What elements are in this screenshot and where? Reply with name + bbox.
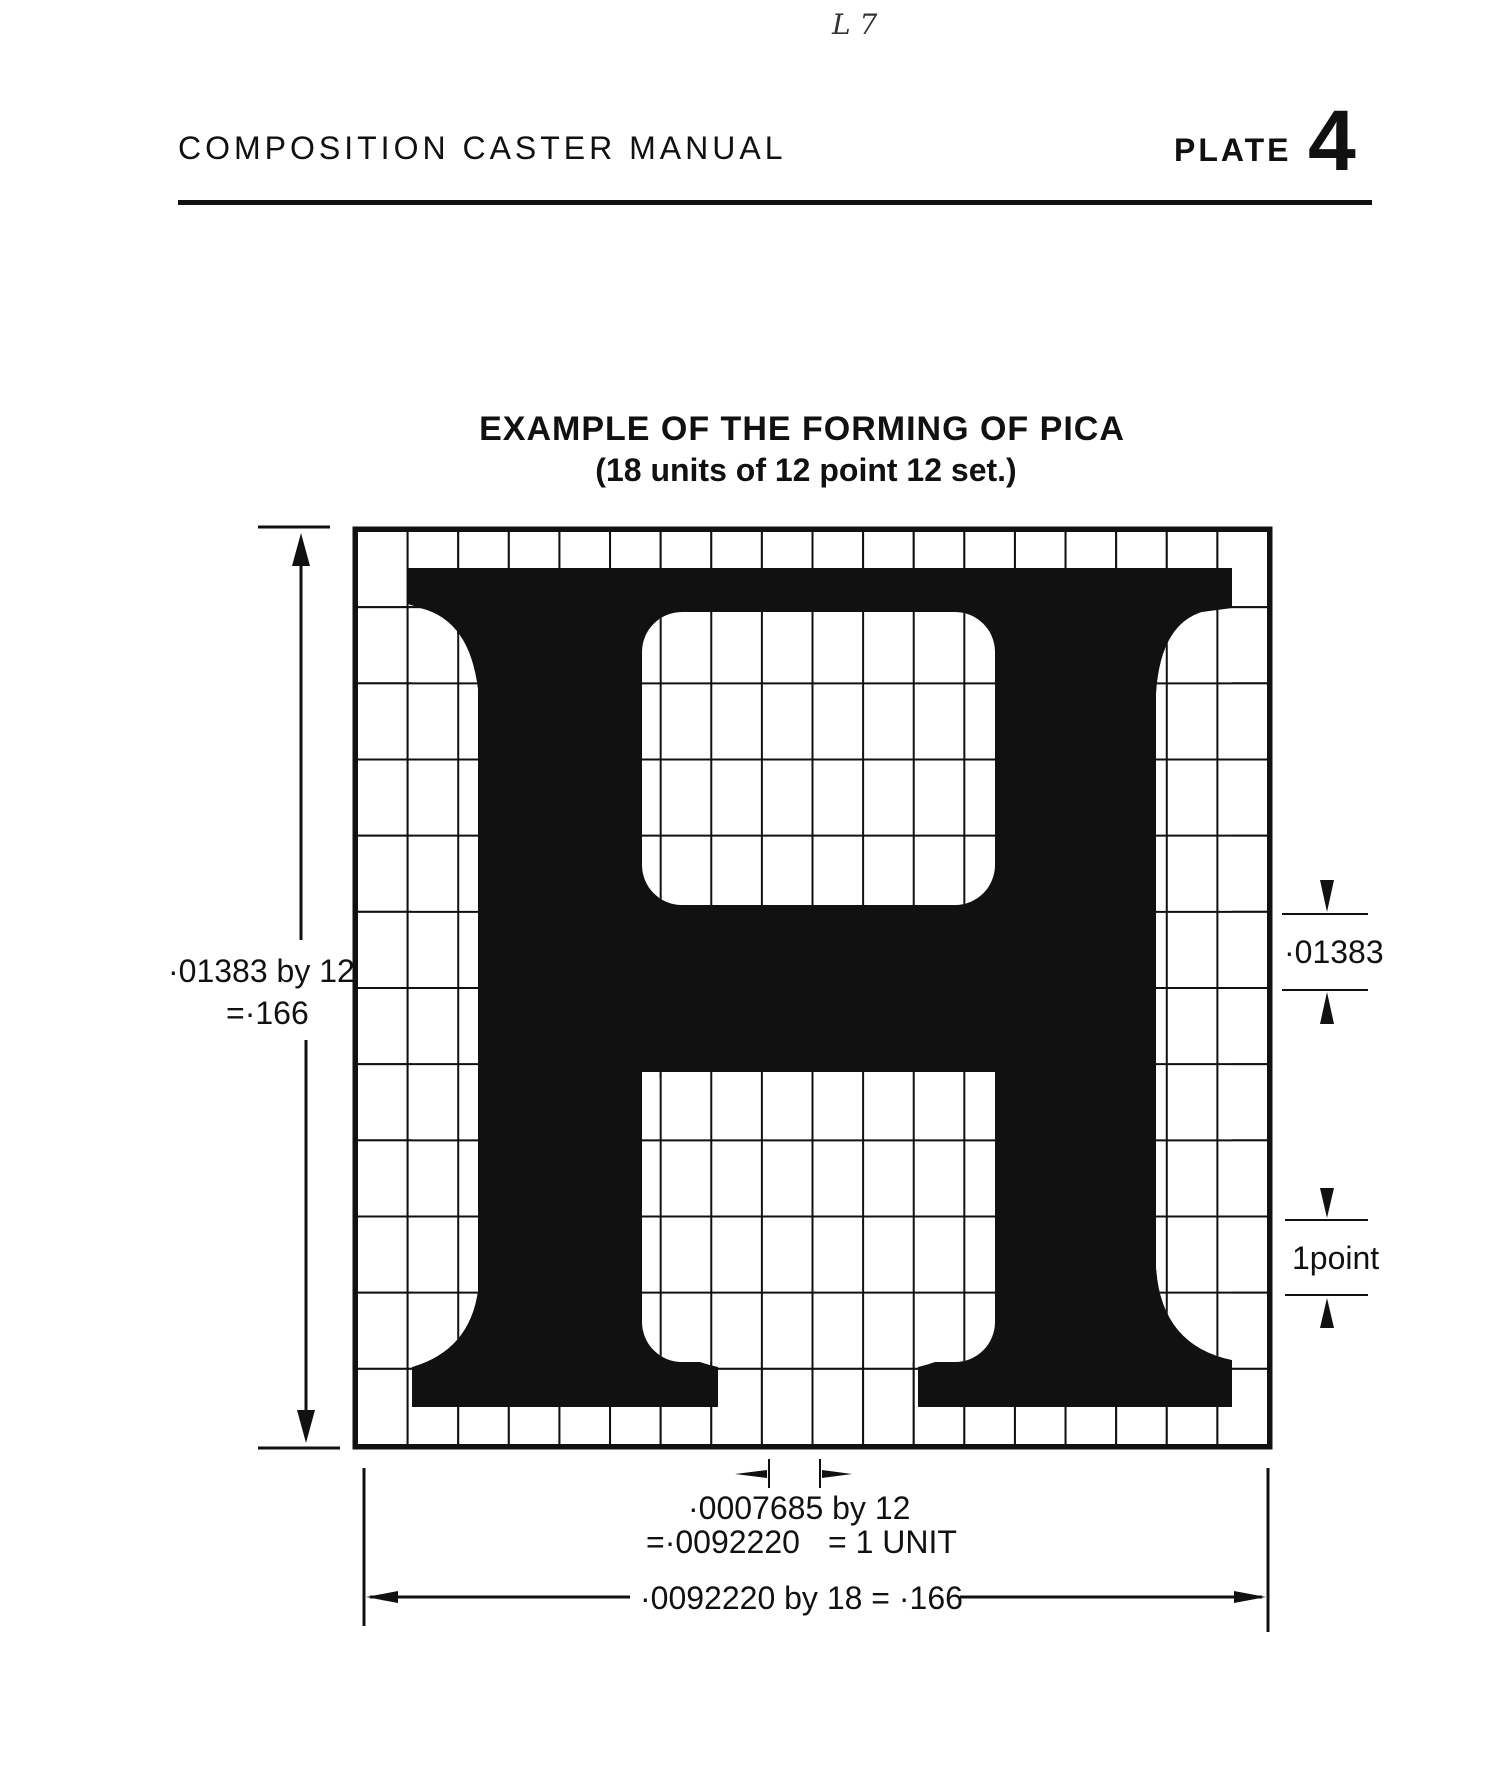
arrow-up-icon	[1320, 1298, 1334, 1328]
grid-cell	[357, 912, 408, 988]
figure-subtitle: (18 units of 12 point 12 set.)	[595, 452, 1017, 488]
arrow-down-icon	[1320, 880, 1334, 912]
unit-dimension-label-line2: =·0092220	[646, 1524, 800, 1560]
grid-cell	[357, 1064, 408, 1140]
plate-number: 4	[1308, 93, 1356, 189]
grid-cell	[357, 683, 408, 759]
manual-title: COMPOSITION CASTER MANUAL	[178, 130, 787, 166]
grid-cell	[711, 1369, 762, 1445]
point-dimension-label: 1point	[1292, 1240, 1380, 1276]
unit-dimension-label-line3: = 1 UNIT	[828, 1524, 957, 1560]
grid-cell	[357, 531, 408, 607]
row-dimension-lines	[1282, 914, 1368, 1295]
unit-dimension-label-line1: ·0007685 by 12	[688, 1490, 911, 1526]
grid-cell	[863, 1369, 914, 1445]
arrow-left-icon	[822, 1470, 852, 1478]
grid-cell	[357, 607, 408, 683]
arrow-up-icon	[1320, 992, 1334, 1024]
grid-cell	[357, 1217, 408, 1293]
arrow-right-icon	[1234, 1591, 1266, 1603]
plate-label: PLATE	[1174, 132, 1292, 168]
row-dimension-label: ·01383	[1284, 934, 1384, 970]
arrow-up-icon	[292, 533, 310, 566]
width-dimension-label: ·0092220 by 18 = ·166	[640, 1580, 963, 1616]
grid-cell	[357, 836, 408, 912]
grid-cell	[357, 1140, 408, 1216]
handwritten-annotation: L 7	[832, 8, 878, 41]
grid-cell	[762, 1369, 813, 1445]
height-dimension-label-line2: =·166	[226, 995, 309, 1031]
grid-cell	[357, 760, 408, 836]
grid-cell	[357, 1369, 408, 1445]
arrow-down-icon	[1320, 1188, 1334, 1218]
grid-cell	[813, 1369, 864, 1445]
figure-title: EXAMPLE OF THE FORMING OF PICA	[479, 410, 1125, 448]
height-dimension-label-line1: ·01383 by 12	[168, 953, 355, 989]
arrow-down-icon	[297, 1410, 315, 1443]
arrow-right-icon	[735, 1470, 767, 1478]
grid-cell	[357, 988, 408, 1064]
grid-cell	[357, 1293, 408, 1369]
unit-dimension-lines	[769, 1459, 820, 1488]
arrow-left-icon	[366, 1591, 398, 1603]
